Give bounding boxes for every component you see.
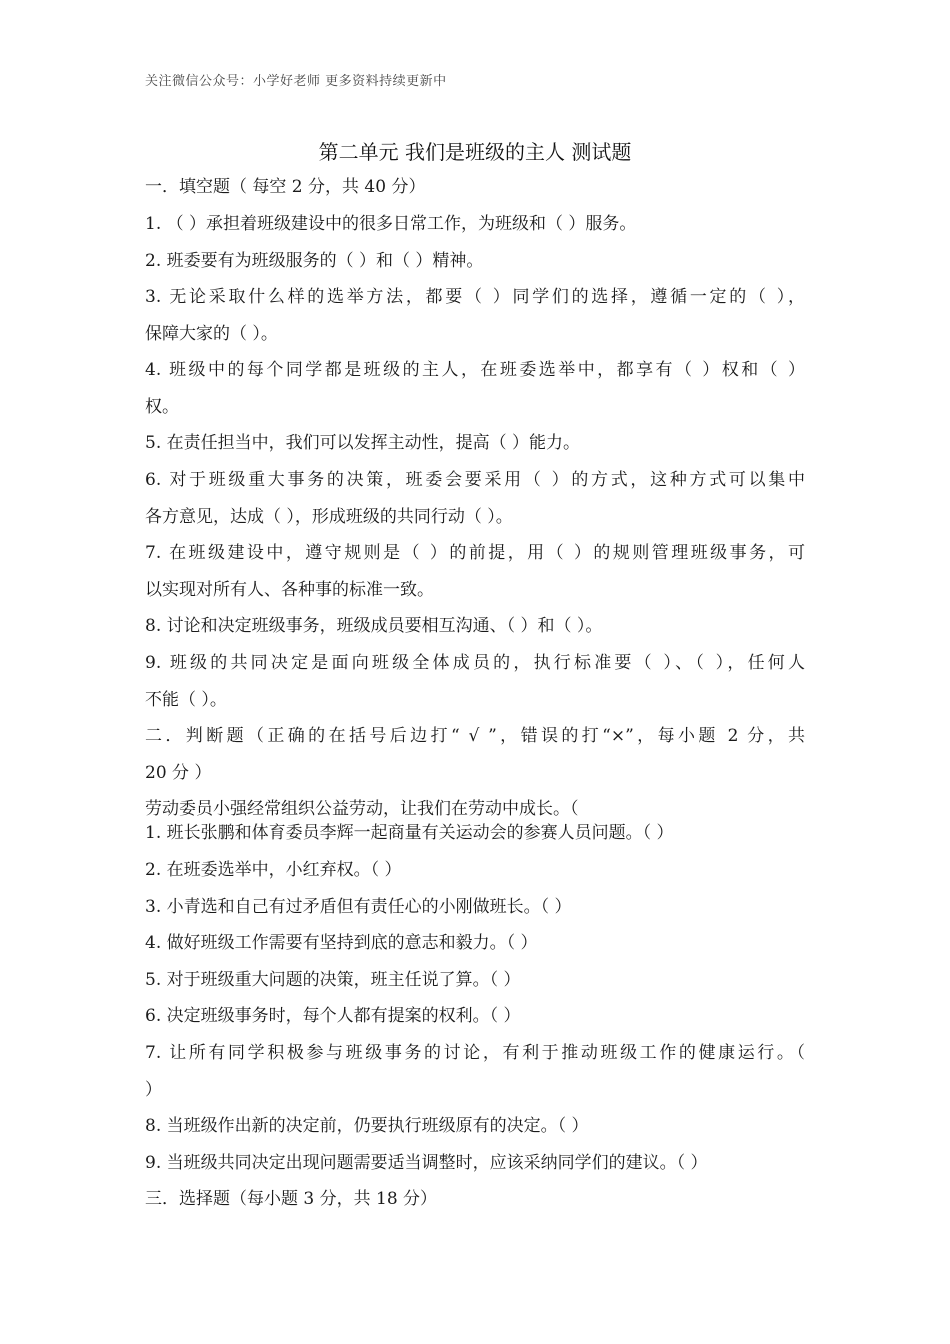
q2-1: 1. 班长张鹏和体育委员李辉一起商量有关运动会的参赛人员问题。（ ）	[145, 823, 674, 843]
q1-3-cont: 保障大家的（ ）。	[145, 324, 278, 344]
section3-heading: 三．选择题（每小题 3 分，共 18 分）	[145, 1189, 438, 1209]
q2-3: 3. 小青选和自己有过矛盾但有责任心的小刚做班长。（ ）	[145, 897, 572, 917]
q1-7: 7. 在班级建设中，遵守规则是（ ）的前提，用（ ）的规则管理班级事务，可	[145, 543, 805, 563]
q2-7: 7. 让所有同学积极参与班级事务的讨论，有利于推动班级工作的健康运行。（	[145, 1043, 805, 1063]
section2-heading: 二．判断题（正确的在括号后边打“ √ ”，错误的打“×”，每小题 2 分，共	[145, 726, 805, 746]
q1-8: 8. 讨论和决定班级事务，班级成员要相互沟通、（ ）和（ ）。	[145, 616, 603, 636]
page-title: 第二单元 我们是班级的主人 测试题	[318, 140, 632, 164]
q1-3: 3. 无论采取什么样的选举方法，都要（ ）同学们的选择，遵循一定的（ ），	[145, 287, 805, 307]
q2-6: 6. 决定班级事务时，每个人都有提案的权利。（ ）	[145, 1006, 521, 1026]
q2-9: 9. 当班级共同决定出现问题需要适当调整时，应该采纳同学们的建议。（ ）	[145, 1153, 708, 1173]
q1-5: 5. 在责任担当中，我们可以发挥主动性，提高（ ）能力。	[145, 433, 581, 453]
q2-4: 4. 做好班级工作需要有坚持到底的意志和毅力。（ ）	[145, 933, 538, 953]
q1-7-cont: 以实现对所有人、各种事的标准一致。	[145, 580, 434, 600]
q1-6: 6. 对于班级重大事务的决策，班委会要采用（ ）的方式，这种方式可以集中	[145, 470, 805, 490]
page-header: 关注微信公众号：小学好老师 更多资料持续更新中	[145, 74, 447, 89]
section1-heading: 一．填空题（ 每空 2 分，共 40 分）	[145, 177, 426, 197]
q1-4-cont: 权。	[145, 397, 179, 417]
q1-4: 4. 班级中的每个同学都是班级的主人，在班委选举中，都享有（ ）权和（ ）	[145, 360, 805, 380]
q1-6-cont: 各方意见，达成（ ），形成班级的共同行动（ ）。	[145, 507, 513, 527]
q1-2: 2. 班委要有为班级服务的（ ）和（ ）精神。	[145, 251, 484, 271]
q2-7-cont: ）	[145, 1080, 162, 1100]
q2-2: 2. 在班委选举中，小红弃权。（ ）	[145, 860, 402, 880]
section2-heading-cont: 20 分 ）	[145, 763, 212, 783]
q2-8: 8. 当班级作出新的决定前，仍要执行班级原有的决定。（ ）	[145, 1116, 589, 1136]
q1-9-cont: 不能（ ）。	[145, 690, 227, 710]
q1-1: 1. （ ）承担着班级建设中的很多日常工作，为班级和（ ）服务。	[145, 214, 637, 234]
section2-intro: 劳动委员小强经常组织公益劳动，让我们在劳动中成长。（	[145, 799, 579, 819]
q1-9: 9. 班级的共同决定是面向班级全体成员的，执行标准要（ ）、（ ），任何人	[145, 653, 805, 673]
q2-5: 5. 对于班级重大问题的决策，班主任说了算。（ ）	[145, 970, 521, 990]
